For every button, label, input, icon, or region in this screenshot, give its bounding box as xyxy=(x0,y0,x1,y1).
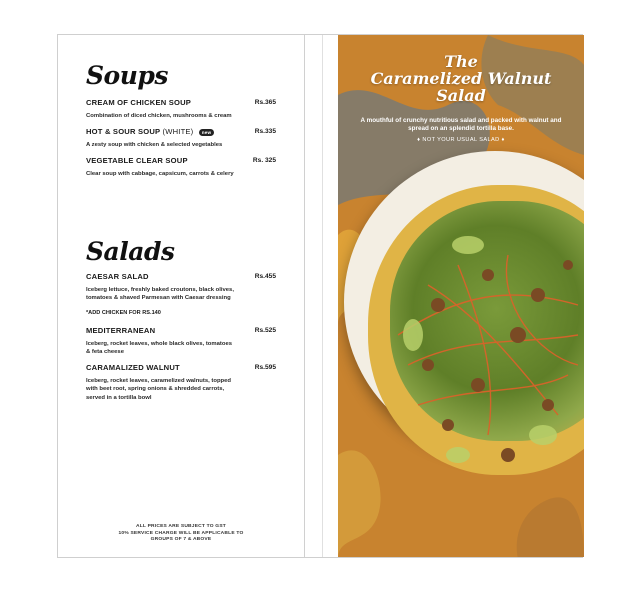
footnote-line: ALL PRICES ARE SUBJECT TO GST xyxy=(136,524,226,529)
item-description: Iceberg, rocket leaves, caramelized walnuts, topped with beet root, spring onions & shredded carrots, served in a tortilla bowl xyxy=(86,378,232,401)
new-badge: new xyxy=(199,129,215,136)
menu-item-hot-sour-soup xyxy=(86,127,276,149)
menu-sheet xyxy=(57,34,583,558)
salads-heading: Salads xyxy=(86,237,175,266)
item-addon-note: *ADD CHICKEN FOR RS.140 xyxy=(86,309,161,316)
menu-item-caramalized-walnut xyxy=(86,363,276,402)
item-description: Iceberg, rocket leaves, whole black olives, tomatoes & feta cheese xyxy=(86,341,233,356)
item-name: CREAM OF CHICKEN SOUP xyxy=(86,98,192,107)
item-name: HOT & SOUR SOUP xyxy=(86,127,161,136)
page-fold-line xyxy=(304,35,305,557)
item-price: Rs.525 xyxy=(254,327,276,334)
footnote-line: GROUPS OF 7 & ABOVE xyxy=(150,537,212,543)
menu-item-mediterranean xyxy=(86,326,276,357)
promo-title-line: Caramelized Walnut xyxy=(370,69,552,88)
promo-title xyxy=(338,53,584,104)
promo-title-line: The xyxy=(444,52,478,71)
promo-title-line: Salad xyxy=(436,86,486,105)
menu-item-vegetable-clear-soup xyxy=(86,156,276,178)
item-description: Iceberg lettuce, freshly baked croutons, black olives, tomatoes & shaved Parmesan with Caesar dressing xyxy=(86,287,234,302)
menu-left-page xyxy=(58,35,304,557)
footnote-line: 10% SERVICE CHARGE WILL BE APPLICABLE TO xyxy=(118,530,244,536)
item-name-group xyxy=(86,127,214,136)
item-price: Rs.335 xyxy=(254,128,276,135)
item-name: MEDITERRANEAN xyxy=(86,326,156,335)
item-price: Rs.455 xyxy=(254,273,276,280)
item-name: VEGETABLE CLEAR SOUP xyxy=(86,156,188,165)
item-price: Rs.365 xyxy=(254,99,276,106)
promo-description: A mouthful of crunchy nutritious salad and packed with walnut and spread on an splendid tortilla base. xyxy=(360,117,562,132)
item-name: CARAMALIZED WALNUT xyxy=(86,363,180,372)
item-price: Rs.595 xyxy=(254,364,276,371)
item-name-suffix: (WHITE) xyxy=(162,127,194,136)
item-description: Combination of diced chicken, mushrooms & cream xyxy=(86,113,232,119)
menu-item-cream-of-chicken-soup xyxy=(86,98,276,120)
item-description: Clear soup with cabbage, capsicum, carrots & celery xyxy=(86,171,234,177)
salad-toppings xyxy=(338,35,584,557)
menu-item-caesar-salad xyxy=(86,272,276,316)
price-footnote xyxy=(58,524,304,544)
item-description: A zesty soup with chicken & selected vegetables xyxy=(86,142,223,148)
page-fold-line xyxy=(322,35,323,557)
soups-heading: Soups xyxy=(86,61,168,90)
item-price: Rs. 325 xyxy=(252,157,276,164)
item-name: CAESAR SALAD xyxy=(86,272,149,281)
salad-photo-panel xyxy=(338,35,584,557)
promo-tagline: ♦ NOT YOUR USUAL SALAD ♦ xyxy=(417,137,505,143)
